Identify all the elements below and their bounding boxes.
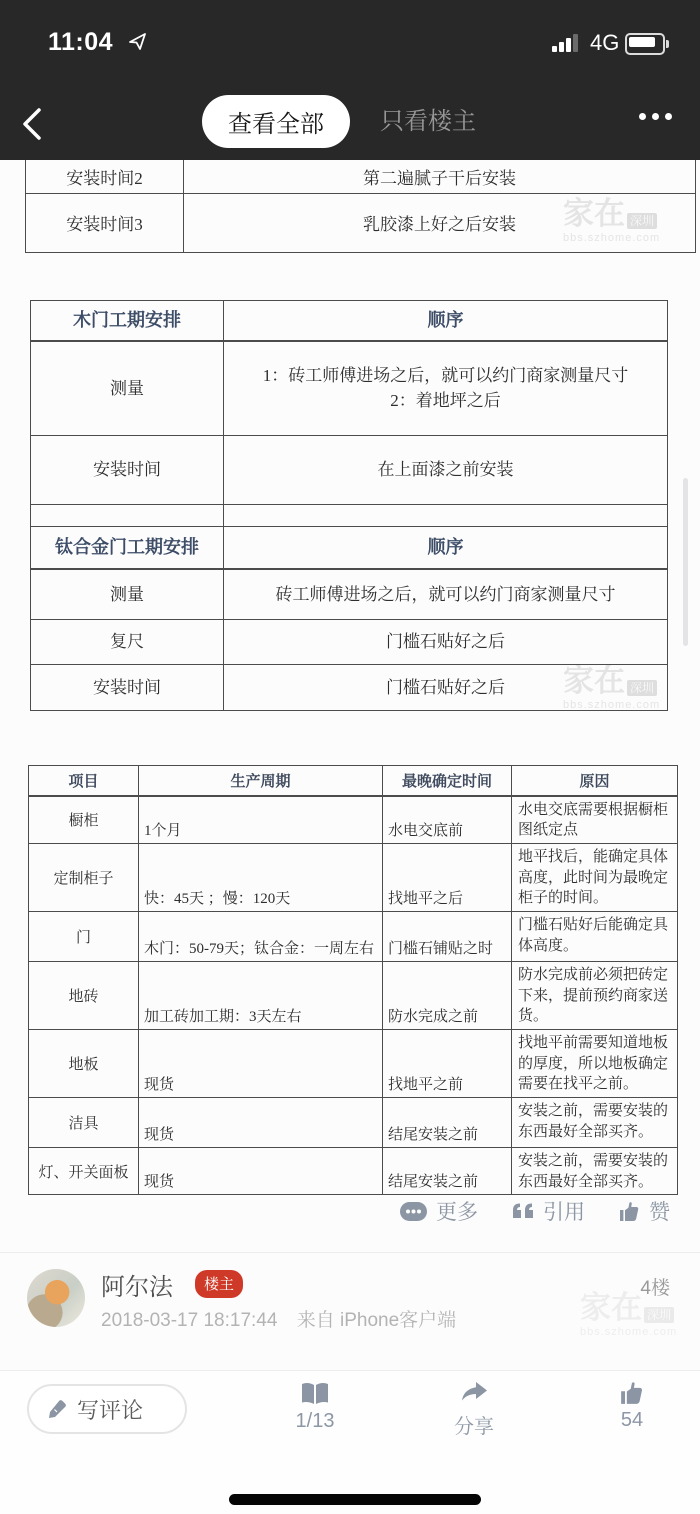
watermark-city: 深圳 [627,680,657,696]
cell-value: 乳胶漆上好之后安装 [184,193,696,252]
client-source: 来自 iPhone客户端 [296,1310,457,1331]
post-meta [0,1253,700,1370]
watermark-name: 家在 [563,196,625,231]
share-label: 分享 [454,1416,494,1438]
cell-cycle: 现货 [139,1148,383,1195]
cell-header: 钛合金门工期安排 [31,527,224,569]
speech-bubble-icon [400,1202,427,1221]
cell-header: 顺序 [224,301,668,341]
page-indicator: 1/13 [295,1410,335,1432]
cell-item: 地砖 [29,961,139,1029]
thumb-up-icon [620,1381,644,1405]
cell-value: 在上面漆之前安装 [224,436,668,505]
cell-header: 生产周期 [139,766,383,796]
cell-header: 最晚确定时间 [383,766,512,796]
cell-reason: 水电交底需要根据橱柜图纸定点 [512,796,678,844]
cell-label: 安装时间 [31,436,224,505]
cell-header: 顺序 [224,527,668,569]
cell-reason: 地平找后，能确定具体高度，此时间为最晚定柜子的时间。 [512,843,678,911]
op-badge: 楼主 [195,1270,243,1298]
cell-latest: 结尾安装之前 [383,1098,512,1148]
cell-label: 测量 [31,569,224,620]
cell-reason: 安装之前，需要安装的东西最好全部买齐。 [512,1098,678,1148]
cell-label: 复尺 [31,620,224,665]
cell-cycle: 快：45天 ；慢：120天 [139,843,383,911]
watermark-url: bbs.szhome.com [563,232,661,244]
page-jump-button[interactable] [270,1381,360,1433]
timestamp: 2018-03-17 18:17:44 [101,1310,278,1331]
watermark-url: bbs.szhome.com [563,699,661,711]
battery-icon [625,33,665,55]
cell-item: 地板 [29,1030,139,1098]
post-time [101,1305,456,1332]
cell-header: 原因 [512,766,678,796]
avatar[interactable] [27,1269,85,1327]
tab-view-all[interactable]: 查看全部 [202,95,350,148]
scrollbar[interactable] [683,478,688,646]
quote-icon [512,1202,534,1220]
cell-reason: 门槛石贴好后能确定具体高度。 [512,911,678,961]
cell-latest: 找地平之后 [383,843,512,911]
cell-item: 定制柜子 [29,843,139,911]
cell-item: 洁具 [29,1098,139,1148]
status-time: 11:04 [48,28,114,56]
cell-header: 项目 [29,766,139,796]
top-bar [0,0,700,160]
cell-line: 2：着地坪之后 [390,391,501,411]
back-icon[interactable] [18,102,46,146]
cell-label: 安装时间3 [26,193,184,252]
table-spacer-cell [31,505,224,527]
watermark-city: 深圳 [644,1307,674,1323]
cell-label: 安装时间 [31,665,224,711]
cell-reason: 安装之前，需要安装的东西最好全部买齐。 [512,1148,678,1195]
cell-item: 灯、开关面板 [29,1148,139,1195]
quote-label: 引用 [543,1201,585,1224]
cell-label: 安装时间2 [26,160,184,193]
cell-value: 砖工师傅进场之后，就可以约门商家测量尺寸 [224,569,668,620]
location-arrow-icon [128,32,147,51]
paint-schedule-table [25,160,696,253]
cell-value: 门槛石贴好之后 [224,620,668,665]
door-schedule-table [30,300,668,711]
cell-value [224,341,668,436]
like-label: 赞 [649,1201,670,1224]
cell-cycle: 1个月 [139,796,383,844]
comment-input[interactable] [27,1384,187,1434]
cell-item: 橱柜 [29,796,139,844]
quote-button[interactable] [512,1196,585,1226]
share-arrow-icon [460,1381,488,1406]
bottom-toolbar [0,1370,700,1514]
cell-latest: 防水完成之前 [383,961,512,1029]
home-indicator[interactable] [229,1494,481,1505]
cell-latest: 水电交底前 [383,796,512,844]
like-count-button[interactable] [587,1381,677,1432]
cell-cycle: 木门：50-79天；钛合金：一周左右 [139,911,383,961]
pencil-icon [47,1399,67,1419]
cell-value: 门槛石贴好之后 [224,665,668,711]
post-actions [400,1196,670,1226]
floor-number: 4楼 [640,1278,670,1299]
status-bar [0,22,700,66]
like-count: 54 [620,1409,644,1431]
share-button[interactable] [429,1381,519,1439]
thumb-up-icon [619,1201,640,1222]
cell-reason: 防水完成前必须把砖定下来，提前预约商家送货。 [512,961,678,1029]
table-spacer-cell [224,505,668,527]
cell-item: 门 [29,911,139,961]
more-button[interactable] [400,1196,478,1226]
nav-bar [0,88,700,160]
cell-header: 木门工期安排 [31,301,224,341]
like-button[interactable] [619,1196,670,1226]
tab-op-only[interactable]: 只看楼主 [374,100,482,137]
post-content [0,160,700,1370]
username[interactable]: 阿尔法 [101,1274,173,1301]
cell-cycle: 现货 [139,1098,383,1148]
more-menu-icon[interactable] [639,113,672,120]
cell-latest: 门槛石铺贴之时 [383,911,512,961]
network-type-label: 4G [590,30,620,55]
comment-placeholder: 写评论 [77,1397,144,1423]
watermark-city: 深圳 [627,213,657,229]
watermark-name: 家在 [563,663,625,698]
cell-line: 1：砖工师傅进场之后，就可以约门商家测量尺寸 [262,365,629,385]
cell-latest: 找地平之前 [383,1030,512,1098]
cell-cycle: 加工砖加工期：3天左右 [139,961,383,1029]
cell-value: 第二遍腻子干后安装 [184,160,696,193]
signal-strength-icon [552,34,582,52]
cell-label: 测量 [31,341,224,436]
cell-cycle: 现货 [139,1030,383,1098]
cell-reason: 找地平前需要知道地板的厚度，所以地板确定需要在找平之前。 [512,1030,678,1098]
cell-latest: 结尾安装之前 [383,1148,512,1195]
production-cycle-table [28,765,678,1195]
more-label: 更多 [436,1201,478,1224]
book-icon [300,1381,330,1406]
